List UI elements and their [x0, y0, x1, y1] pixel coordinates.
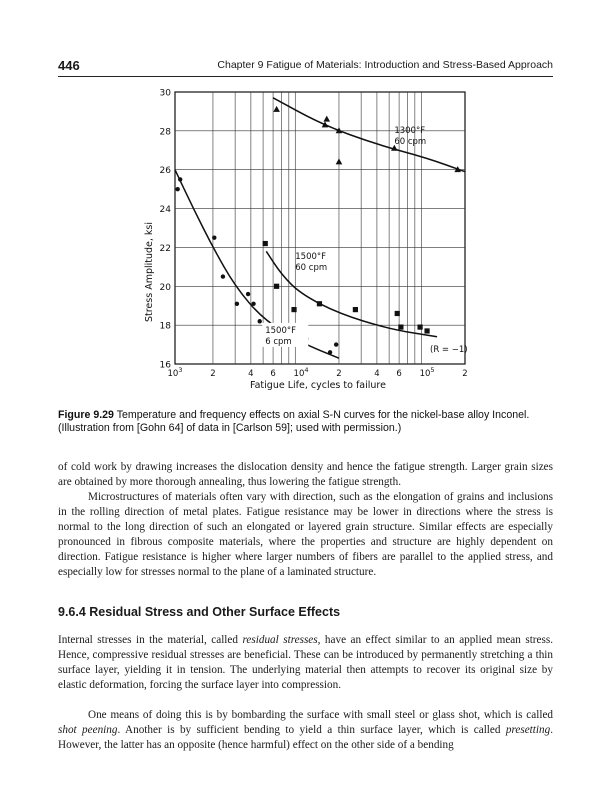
- series-label-1500f-60cpm: 60 cpm: [295, 263, 328, 274]
- x-tick-label: $10^3$: [167, 366, 183, 379]
- series-label-1500f-60cpm: 1500°F: [295, 252, 327, 263]
- series-label-1300f-60cpm: 60 cpm: [394, 136, 427, 147]
- paragraph-residual-stress: [58, 633, 553, 693]
- paragraph-shot-peening: [58, 708, 553, 753]
- marker-circle-1500f-6cpm: [235, 302, 239, 306]
- y-axis-label: Stress Amplitude, ksi: [144, 221, 155, 323]
- marker-triangle-1300f-60cpm: [336, 158, 343, 164]
- marker-circle-1500f-6cpm: [221, 274, 225, 278]
- x-tick-label: 4: [374, 369, 380, 379]
- x-tick-label: 2: [210, 369, 216, 379]
- y-tick-label: 26: [159, 166, 171, 177]
- page-number: 446: [58, 58, 80, 73]
- marker-circle-1500f-6cpm: [212, 236, 216, 240]
- y-tick-label: 30: [159, 88, 171, 99]
- marker-circle-1500f-6cpm: [175, 187, 179, 191]
- y-tick-label: 24: [159, 205, 171, 216]
- marker-square-1500f-60cpm: [398, 324, 403, 329]
- marker-square-1500f-60cpm: [395, 311, 400, 316]
- y-tick-label: 16: [159, 360, 171, 371]
- marker-circle-1500f-6cpm: [178, 177, 182, 181]
- section-heading: 9.6.4 Residual Stress and Other Surface Effects: [58, 605, 341, 619]
- x-tick-label: 4: [248, 369, 254, 379]
- marker-circle-1500f-6cpm: [246, 292, 250, 296]
- marker-triangle-1300f-60cpm: [323, 116, 330, 122]
- sn-curve-figure: [140, 84, 480, 404]
- running-head: Chapter 9 Fatigue of Materials: Introduction and Stress-Based Approach: [217, 59, 553, 71]
- x-tick-label: $10^5$: [419, 366, 435, 379]
- marker-square-1500f-60cpm: [274, 284, 279, 289]
- stress-ratio-annotation: (R = −1): [430, 345, 468, 355]
- term-residual-stresses: residual stresses: [242, 634, 318, 646]
- figure-caption: [58, 409, 553, 435]
- series-label-1500f-6cpm: 6 cpm: [265, 336, 292, 347]
- x-tick-label: 6: [270, 369, 276, 379]
- marker-circle-1500f-6cpm: [251, 302, 255, 306]
- p3-text-b: , have an effect similar to an applied mean stress. Hence, compressive residual stresses are beneficial. These can be introduced by permanently stretching a thin surface layer, yielding it in tension. The underlying material then attempts to recover its original size by elastic deformation, forcing the surface layer into compression.: [58, 634, 553, 691]
- marker-square-1500f-60cpm: [317, 301, 322, 306]
- figure-label: Figure 9.29: [58, 409, 114, 421]
- marker-square-1500f-60cpm: [353, 307, 358, 312]
- term-shot-peening: shot peening: [58, 724, 118, 736]
- page-header: [58, 58, 553, 77]
- x-tick-label: 2: [336, 369, 342, 379]
- p4-text-c: . However, the latter has an opposite (hence harmful) effect on the other side of a bending: [58, 724, 553, 751]
- marker-circle-1500f-6cpm: [328, 350, 332, 354]
- marker-triangle-1300f-60cpm: [273, 106, 280, 112]
- y-tick-label: 28: [159, 127, 171, 138]
- marker-square-1500f-60cpm: [263, 241, 268, 246]
- marker-square-1500f-60cpm: [417, 324, 422, 329]
- x-tick-label: $10^4$: [293, 366, 309, 379]
- marker-square-1500f-60cpm: [424, 328, 429, 333]
- term-presetting: presetting: [505, 724, 551, 736]
- p3-text-a: Internal stresses in the material, called: [58, 634, 243, 646]
- y-tick-label: 20: [159, 282, 171, 293]
- x-tick-label: 2: [462, 369, 468, 379]
- marker-square-1500f-60cpm: [291, 307, 296, 312]
- x-axis-label: Fatigue Life, cycles to failure: [250, 380, 386, 391]
- paragraph-microstructure-text: Microstructures of materials often vary with direction, such as the elongation of grains and inclusions in the rolling direction of metal plates. Fatigue resistance may be lower in directions where the stress is normal to the long direction of such an elongated or layered grain structure. Similar effects are especially pronounced in fibrous composite materials, where the properties and structure are highly dependent on direction. Fatigue resistance is higher where larger numbers of fibers are parallel to the applied stress, and especially low for stresses normal to the plane of a laminated structure.: [58, 491, 553, 578]
- figure-caption-text: Temperature and frequency effects on axial S-N curves for the nickel-base alloy Inconel. (Illustration from [Gohn 64] of data in [Carlson 59]; used with permission.): [58, 409, 530, 434]
- p4-text-a: One means of doing this is by bombarding the surface with small steel or glass shot, which is called: [88, 709, 553, 721]
- series-label-1300f-60cpm: 1300°F: [394, 125, 426, 136]
- p4-text-b: . Another is by sufficient bending to yield a thin surface layer, which is called: [117, 724, 506, 736]
- series-label-1500f-6cpm: 1500°F: [265, 325, 297, 336]
- paragraph-microstructure: [58, 490, 553, 580]
- marker-circle-1500f-6cpm: [258, 319, 262, 323]
- marker-circle-1500f-6cpm: [334, 342, 338, 346]
- x-tick-label: 6: [396, 369, 402, 379]
- y-tick-label: 18: [159, 321, 171, 332]
- paragraph-cold-work: of cold work by drawing increases the dislocation density and hence the fatigue strength. Larger grain sizes are obtained by more thorough annealing, thus lowering the fatigue strength.: [58, 461, 553, 488]
- y-tick-label: 22: [159, 243, 171, 254]
- curve-1300f-60cpm: [273, 98, 465, 172]
